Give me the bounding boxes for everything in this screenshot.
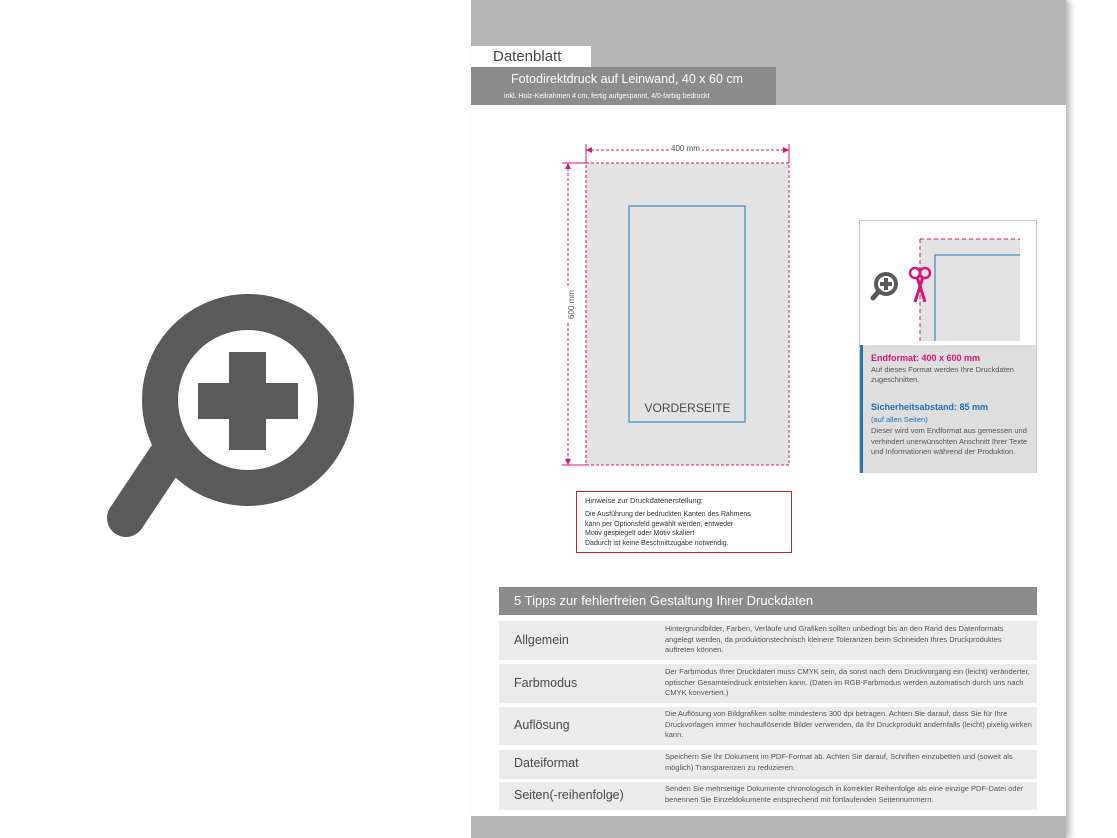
hint-line: kann per Optionsfeld gewählt werden, entweder: [585, 520, 734, 528]
hint-line: Motiv gespiegelt oder Motiv skaliert: [585, 530, 695, 537]
tip-label: Allgemein: [514, 633, 569, 647]
tip-label: Auflösung: [514, 718, 570, 732]
endformat-text: Auf dieses Format werden Ihre Druckdaten zugeschnitten.: [871, 365, 1014, 384]
safety-distance-title: Sicherheitsabstand: 85 mm: [871, 402, 989, 412]
width-dimension-label: 400 mm: [671, 144, 700, 153]
tip-row: [499, 621, 1037, 660]
height-dimension-label: 600 mm: [566, 290, 576, 319]
scissors-icon: [908, 266, 932, 304]
tip-text: Die Auflösung von Bildgrafiken sollte mindestens 300 dpi betragen. Achten Sie darauf, dass Sie für Ihre Druckvorlagen immer hochauflösende Bilder verwenden, da Ihr Druckprodukt andernfalls (leicht) pixelig wirken kann.: [665, 709, 1032, 739]
tip-row: [499, 664, 1037, 703]
datasheet-label: Datenblatt: [471, 46, 591, 67]
front-side-label: VORDERSEITE: [644, 401, 731, 415]
hint-line: Dadurch ist keine Beschnittzugabe notwendig.: [585, 539, 729, 547]
footer-band: [471, 816, 1066, 838]
product-title-box: [471, 67, 776, 105]
tips-heading: 5 Tipps zur fehlerfreien Gestaltung Ihrer Druckdaten: [499, 587, 1037, 615]
tip-label: Dateiformat: [514, 756, 579, 770]
tip-row: [499, 750, 1037, 779]
hint-line: Die Ausführung der bedruckten Kanten des Rahmens: [585, 511, 751, 518]
safety-distance-sub: (auf allen Seiten): [871, 415, 928, 424]
hint-text: [585, 510, 783, 548]
tip-text: Senden Sie mehrseitige Dokumente chronologisch in korrekter Reihenfolge als eine einzige PDF-Datei oder benennen Sie Einzeldokumente entsprechend mit fortlaufenden Seitennummern.: [665, 784, 1024, 804]
print-hint-box: [576, 491, 792, 553]
product-subtitle: inkl. Holz-Keilrahmen 4 cm, fertig aufgespannt, 4/0-farbig bedruckt: [504, 93, 710, 100]
legend-box: [859, 220, 1037, 473]
format-drawing: [561, 140, 801, 475]
hint-title: Hinweise zur Druckdatenerstellung:: [585, 496, 703, 505]
product-title: Fotodirektdruck auf Leinwand, 40 x 60 cm: [511, 72, 744, 86]
datasheet-page: [471, 0, 1066, 838]
tip-row: [499, 707, 1037, 745]
tip-label: Seiten(-reihenfolge): [514, 788, 624, 802]
tip-text: Der Farbmodus Ihrer Druckdaten muss CMYK sein, da sonst nach dem Druckvorgang ein (leicht) veränderter, optischer Gesamteindruck entstehen kann. (Daten im RGB-Farbmodus werden automatisch durch uns nach CMYK konvertiert.): [665, 667, 1030, 697]
tip-label: Farbmodus: [514, 676, 578, 690]
zoom-in-icon[interactable]: [104, 292, 356, 548]
tip-text: Speichern Sie Ihr Dokument im PDF-Format ab. Achten Sie darauf, Schriften einzubetten und (soweit als möglich) Transparenzen zu reduzieren.: [665, 752, 1013, 772]
safety-distance-text: Dieser wird vom Endformat aus gemessen und verhindert unerwünschten Anschnitt Ihrer Texte und Informationen während der Produktion.: [871, 426, 1028, 456]
tip-row: [499, 782, 1037, 810]
tip-text: Hintergrundbilder, Farben, Verläufe und Grafiken sollten unbedingt bis an den Rand des Datenformats angelegt werden, da produktionstechnisch kleinere Toleranzen beim Schneiden Ihres Druckproduktes auftreten können.: [665, 624, 1004, 654]
endformat-title: Endformat: 400 x 600 mm: [871, 353, 981, 363]
zoom-in-icon[interactable]: [869, 269, 903, 303]
